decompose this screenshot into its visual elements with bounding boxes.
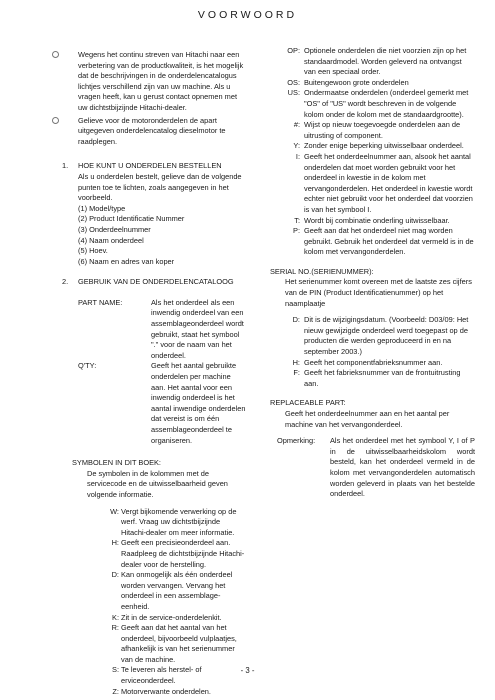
symbol-item: S: Te leveren als herstel- of erviceonderdeel. bbox=[112, 665, 202, 686]
symbol-item: I: Geeft het onderdeelnummer aan, alsook het aantal onderdelen dat moet worden gebruikt voor het onderdeel in kwestie in de kolom met vervangonderdelen. Het onderdeel in kwestie wordt echter niet gebruikt voor het onderdeel dat voorzien is van het symbool I. bbox=[295, 151, 473, 214]
circle-bullet-icon bbox=[52, 117, 59, 124]
part-name-definition: PART NAME: Als het onderdeel als een inwendig onderdeel van een assemblageonderdeel wordt gebruikt, staat het symbool "." voor de naam van het onderdeel. bbox=[78, 297, 244, 360]
symbol-item: #: Wijst op nieuw toegevoegde onderdelen aan de uitrusting of component. bbox=[293, 120, 461, 140]
list-item: (5) Hoev. bbox=[78, 246, 108, 256]
symbol-item: T: Wordt bij combinatie onderling uitwisselbaar. bbox=[294, 215, 450, 225]
symbol-item: R: Geeft aan dat het aantal van het onderdeel, bijvoorbeeld vulplaatjes, afhankelijk is van het serienummer van de machine. bbox=[111, 623, 237, 664]
list-item: (3) Onderdeelnummer bbox=[78, 224, 151, 234]
replaceable-text: Geeft het onderdeelnummer aan en het aantal per machine van het vervangonderdeel. bbox=[285, 409, 450, 429]
section-ordering-intro: Als u onderdelen bestelt, gelieve dan de volgende punten toe te lichten, zoals aangegeven in het voorbeeld. bbox=[78, 171, 242, 203]
list-item: (4) Naam onderdeel bbox=[78, 235, 144, 245]
symbol-item: Z: Motorverwante onderdelen. bbox=[112, 686, 211, 696]
symbols-intro: De symbolen in de kolommen met de servicecode en de uitwisselbaarheid geven volgende informatie. bbox=[87, 468, 228, 499]
page-title: VOORWOORD bbox=[197, 9, 298, 21]
circle-bullet-icon bbox=[52, 51, 59, 58]
symbol-item: H: Geeft een precisieonderdeel aan. Raadpleeg de dichtstbijzijnde Hitachi-dealer voor de herstelling. bbox=[111, 538, 245, 569]
serial-text: Het serienummer komt overeen met de laatste zes cijfers van de PIN (Product Identificatienummer) op het naamplaatje bbox=[285, 277, 472, 308]
symbol-item: W: Vergt bijkomende verwerking op de werf. Vraag uw dichtstbijzijnde Hitachi-dealer om meer informatie. bbox=[110, 506, 237, 537]
symbol-item: D: Kan onmogelijk als één onderdeel worden vervangen. Vervang het onderdeel in een assemblage-eenheid. bbox=[111, 570, 233, 611]
symbol-item: K: Zit in de service-onderdelenkit. bbox=[112, 612, 222, 622]
symbol-item: US: Ondermaatse onderdelen (onderdeel gemerkt met "OS" of "US" wordt beschreven in de volgende kolom onder de kolom met de standaardgrootte). bbox=[287, 88, 469, 119]
note: Opmerking: Als het onderdeel met het symbool Y, I of P in de uitwisselbaarheidskolom wordt besteld, kan het onderdeel vermeld in de kolom met vervangonderdelen automatisch worden geleverd in plaats van het bestelde onderdeel. bbox=[277, 436, 475, 499]
serial-item: D: Dit is de wijzigingsdatum. (Voorbeeld: D03/09: Het nieuw gewijzigde onderdeel werd toegepast op de producten die werden geproduceerd in en na september 2003.) bbox=[292, 315, 469, 357]
left-column bbox=[52, 50, 247, 697]
intro-bullet: Wegens het continu streven van Hitachi naar een verbetering van de productkwaliteit, is het mogelijk dat de beschrijvingen in de onderdelencatalogus lichtjes verschillend zijn van uw machine. Als u vragen heeft, kan u gerust contact opnemen met uw dichtstbijzijnde Hitachi-dealer. bbox=[52, 50, 247, 114]
section-heading-catalog-usage: 2. GEBRUIK VAN DE ONDERDELENCATALOOG bbox=[62, 277, 234, 287]
symbol-item: Y: Zonder enige beperking uitwisselbaar onderdeel. bbox=[293, 141, 464, 151]
symbol-item: P: Geeft aan dat het onderdeel niet mag worden gebruikt. Gebruik het onderdeel dat vermeld is in de kolom met vervangonderdelen. bbox=[293, 226, 474, 257]
right-column bbox=[262, 46, 475, 500]
replaceable-heading: REPLACEABLE PART: bbox=[270, 398, 346, 408]
serial-item: F: Geeft het fabrieksnummer van de frontuitrusting aan. bbox=[293, 368, 461, 388]
section-heading-ordering: 1. HOE KUNT U ONDERDELEN BESTELLEN bbox=[62, 161, 222, 171]
qty-definition: Q'TY: Geeft het aantal gebruikte onderdelen per machine aan. Het aantal voor een inwendig onderdeel is het aantal inwendige onderdelen dat vereist is om één assemblageonderdeel te organiseren. bbox=[78, 361, 246, 445]
list-item: (2) Product Identificatie Nummer bbox=[78, 214, 185, 224]
serial-heading: SERIAL NO.(SERIENUMMER): bbox=[270, 266, 374, 276]
page-number: - 3 - bbox=[240, 666, 255, 675]
symbol-item: OP: Optionele onderdelen die niet voorzien zijn op het standaardmodel. Worden geleverd na ontvangst van een speciaal order. bbox=[287, 46, 467, 77]
list-item: (1) Model/type bbox=[78, 203, 126, 213]
intro-bullet: Gelieve voor de motoronderdelen de apart uitgegeven onderdelencatalog dieselmotor te raadplegen. bbox=[52, 116, 247, 148]
serial-item: H: Geeft het componentfabrieksnummer aan. bbox=[292, 357, 443, 367]
list-item: (6) Naam en adres van koper bbox=[78, 256, 175, 266]
symbols-heading: SYMBOLEN IN DIT BOEK: bbox=[72, 458, 161, 468]
symbol-item: OS: Buitengewoon grote onderdelen bbox=[287, 77, 409, 87]
